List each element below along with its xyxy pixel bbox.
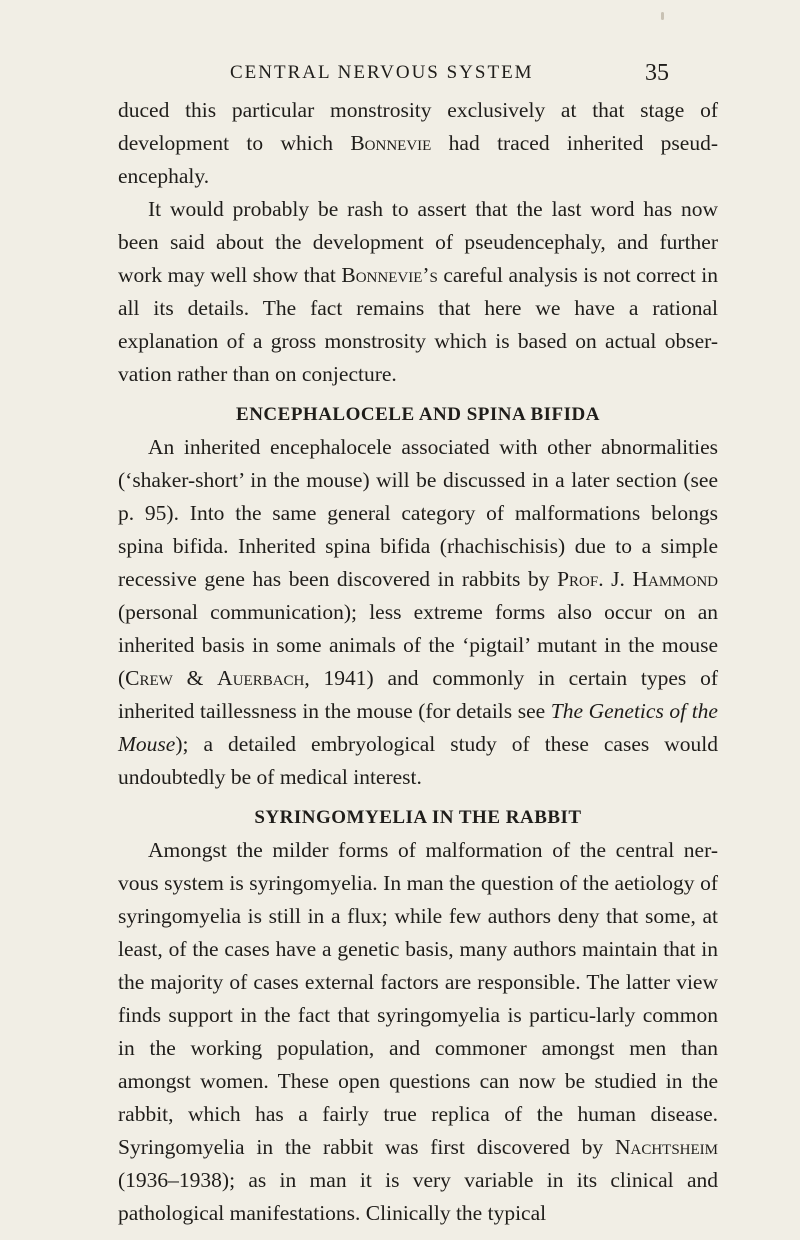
text-run: & (172, 666, 218, 690)
author-name: Prof. J. Hammond (557, 567, 718, 591)
author-name: Nachtsheim (614, 1135, 718, 1159)
running-head (0, 60, 800, 90)
text-run: had traced inherited pseud-encephaly. (118, 131, 718, 188)
paragraph-continued (118, 94, 718, 193)
running-title: CENTRAL NERVOUS SYSTEM (230, 62, 534, 83)
text-run: An inherited encephalocele associated with other abnormalities (‘shaker-short’ in the mouse) will be discussed in a later section (see p. 95). Into the same general category of malformations belongs spina bifida. Inherited spina bifida (rhachischisis) due to a simple recessive gene has been discovered in rabbits by (118, 435, 718, 591)
text-run: duced this particular monstrosity exclusively at that stage of development to which (118, 98, 718, 155)
text-run: , 1941) and commonly in certain types of inherited taillessness in the mouse (for details see (118, 666, 718, 723)
author-name: Auerbach (217, 666, 305, 690)
text-run: Amongst the milder forms of malformation of the central ner-vous system is syringomyelia. In man the question of the aetiology of syringomyelia is still in a flux; while few authors deny that some, at least, of the cases have a genetic basis, many authors maintain that in the majority of cases external factors are responsible. The latter view finds support in the fact that syringomyelia is particu-larly common in the working population, and commoner amongst men than amongst women. These open questions can now be studied in the rabbit, which has a fairly true replica of the human disease. Syringomyelia in the rabbit was first discovered by (118, 838, 718, 1159)
paragraph (118, 431, 718, 794)
text-run: (1936–1938); as in man it is very variable in its clinical and pathological manifestations. Clinically the typical (118, 1168, 718, 1225)
author-name: Bonnevie (350, 131, 432, 155)
text-run: careful analysis is not correct in all its details. The fact remains that here we have a rational explanation of a gross monstrosity which is based on actual obser-vation rather than on conjecture. (118, 263, 718, 386)
page-speck (661, 12, 664, 20)
paragraph (118, 193, 718, 391)
paragraph (118, 834, 718, 1230)
author-name: Crew (125, 666, 173, 690)
text-run: It would probably be rash to assert that the last word has now been said about the development of pseudencephaly, and further work may well show that (118, 197, 718, 287)
book-title: The Genetics of the Mouse (118, 699, 718, 756)
text-run: ); a detailed embryological study of these cases would undoubtedly be of medical interest. (118, 732, 718, 789)
text-run: (personal communication); less extreme forms also occur on an inherited basis in some animals of the ‘pigtail’ mutant in the mouse ( (118, 600, 718, 690)
author-name: Bonnevie’s (341, 263, 438, 287)
page-number: 35 (645, 60, 669, 86)
section-heading-syringomyelia: SYRINGOMYELIA IN THE RABBIT (254, 807, 582, 828)
body-text (118, 94, 718, 1230)
section-heading-encephalocele: ENCEPHALOCELE AND SPINA BIFIDA (236, 404, 600, 425)
